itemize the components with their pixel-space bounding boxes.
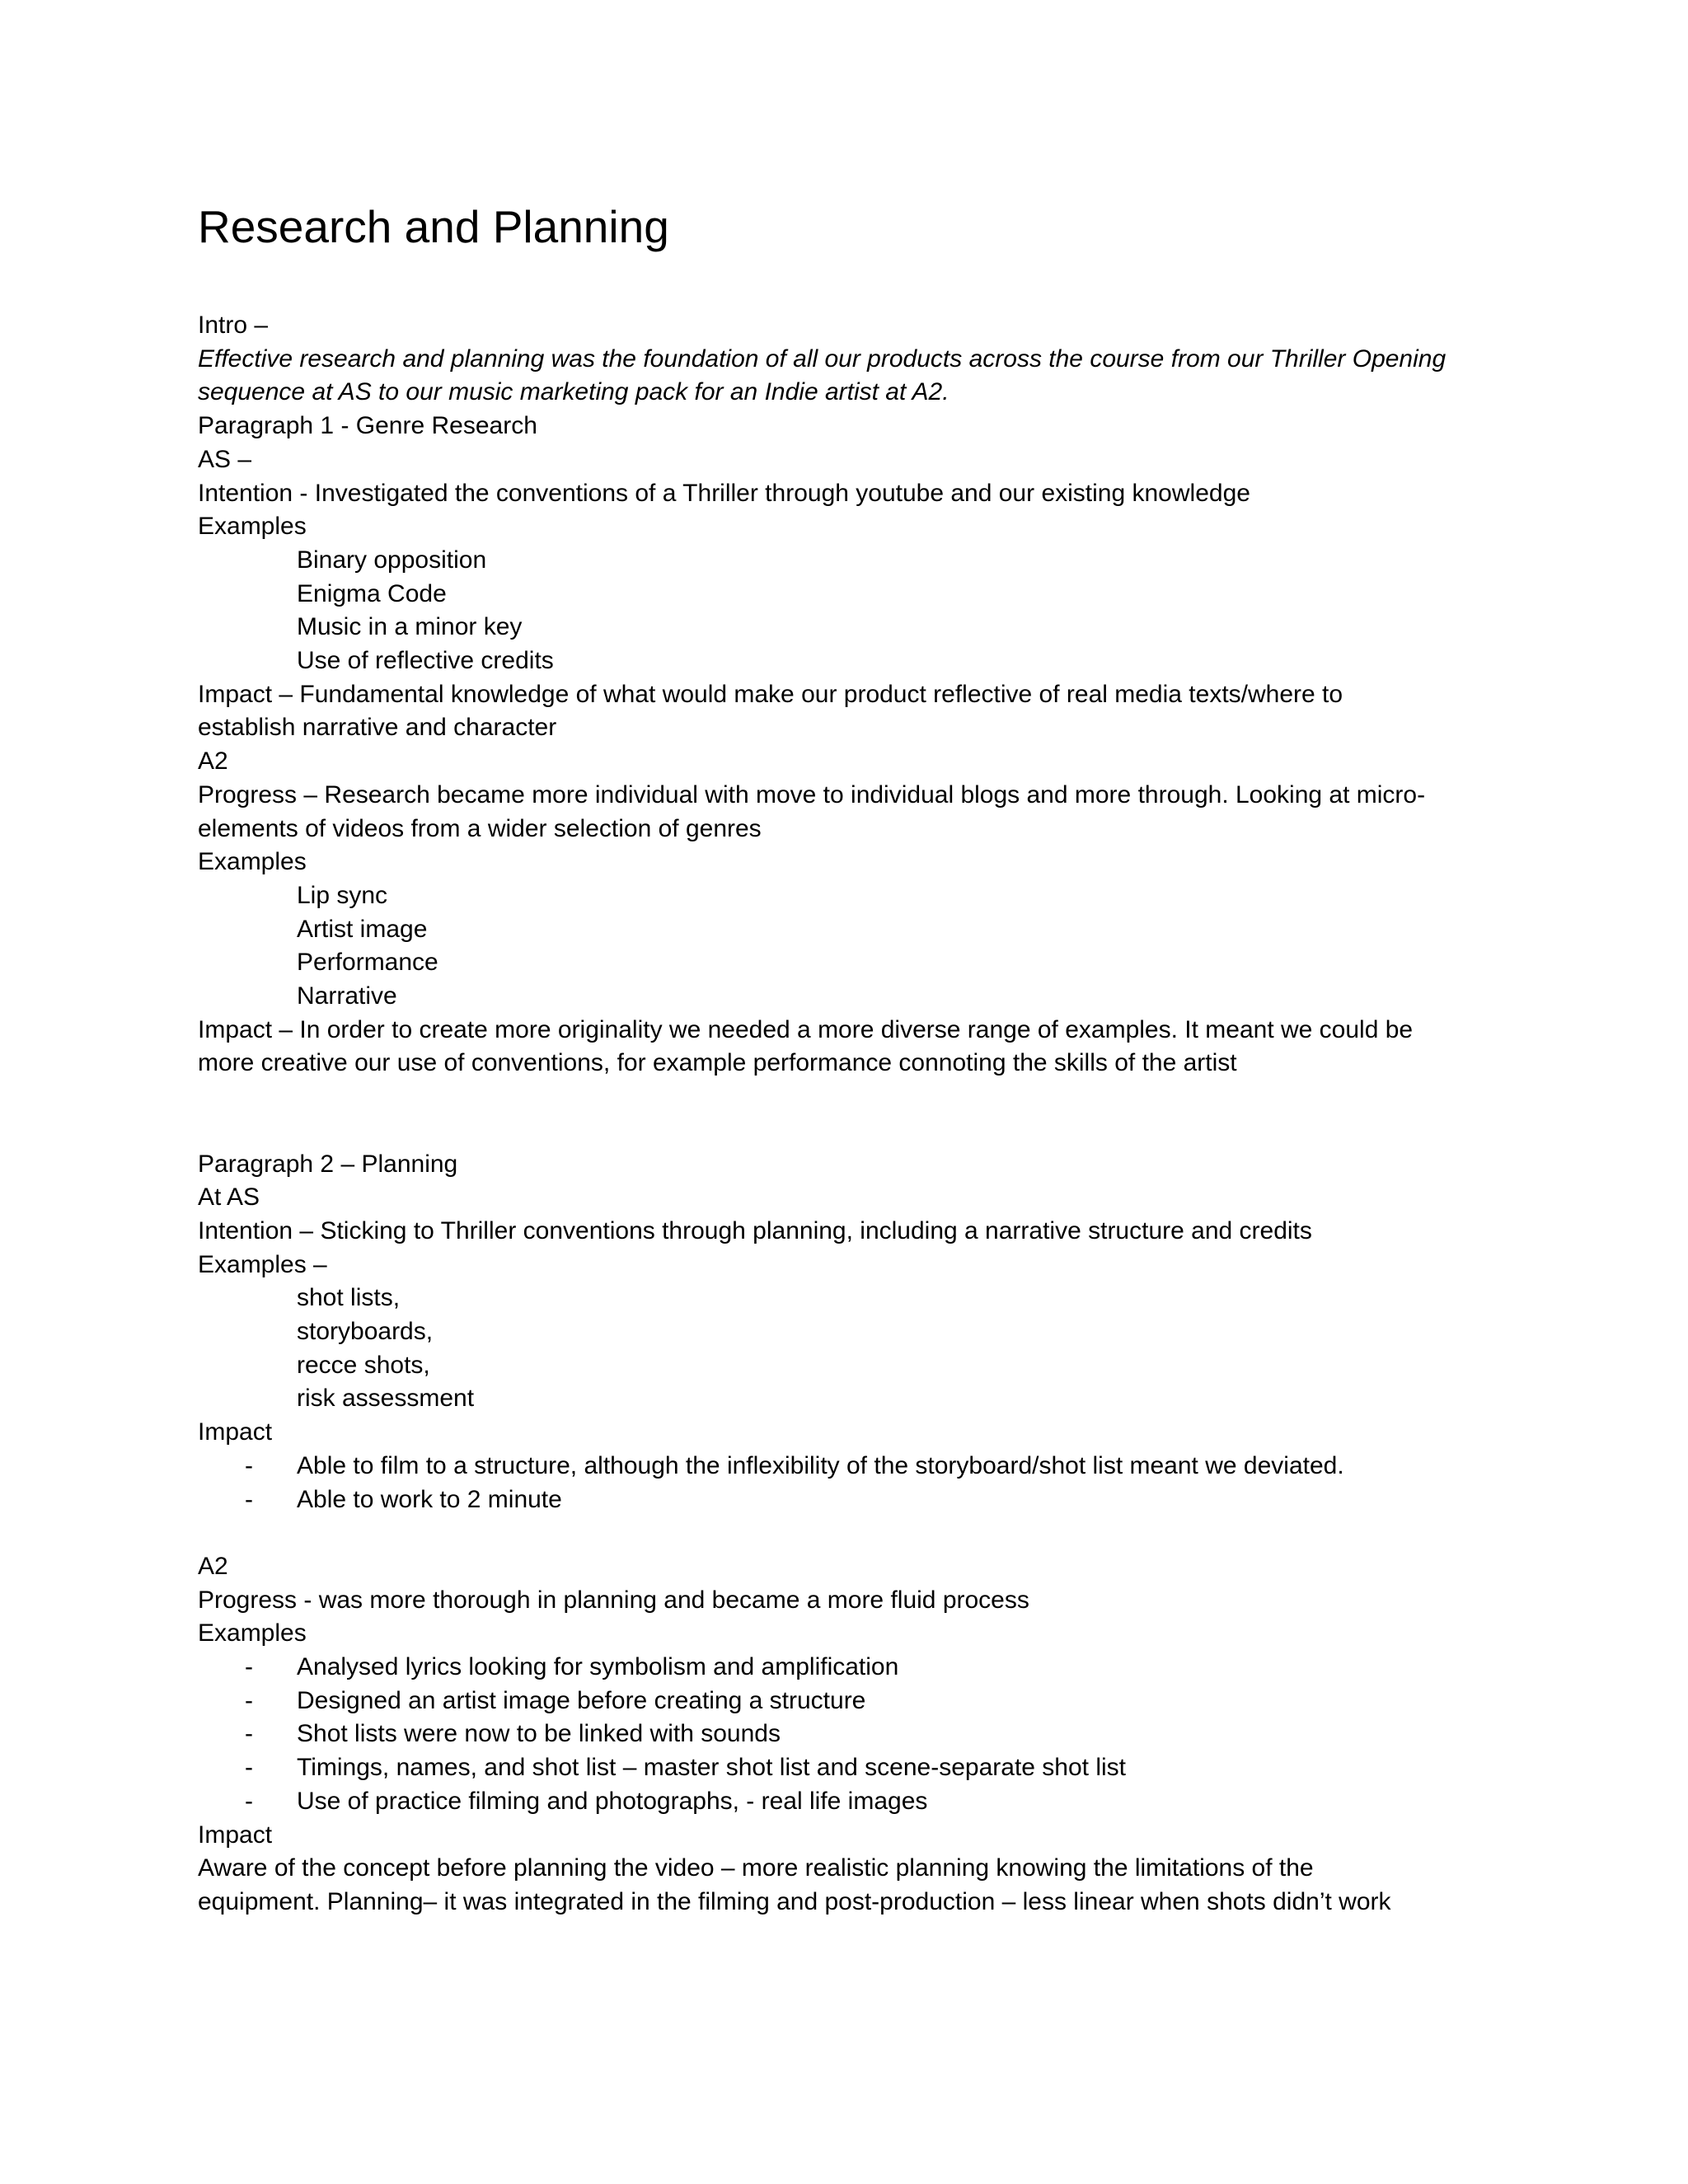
bullet-text: Analysed lyrics looking for symbolism and amplification (297, 1653, 899, 1681)
p2-a2-progress: Progress - was more thorough in planning and became a more fluid process (198, 1586, 1029, 1614)
bullet-text: Timings, names, and shot list – master shot list and scene-separate shot list (297, 1754, 1127, 1782)
p1-as-impact-line: establish narrative and character (198, 714, 557, 742)
p2-a2-impact-line: equipment. Planning– it was integrated in the filming and post-production – less linear when shots didn’t work (198, 1888, 1391, 1915)
bullet-text: Able to film to a structure, although the inflexibility of the storyboard/shot list meant we deviated. (297, 1451, 1344, 1479)
p1-a2-progress-line: Progress – Research became more individual with move to individual blogs and more through. Looking at micro- (198, 780, 1426, 808)
bullet-dash: - (245, 1787, 253, 1815)
p1-a2-examples-label: Examples (198, 848, 307, 876)
p2-a2-example-bullet (198, 1751, 1517, 1785)
p1-as-impact-line: Impact – Fundamental knowledge of what would make our product reflective of real media texts/where to (198, 680, 1343, 708)
p2-as-example-item: risk assessment (297, 1385, 475, 1413)
intro-text-line: sequence at AS to our music marketing pack for an Indie artist at A2. (198, 378, 950, 406)
p1-a2-example-item: Performance (297, 949, 438, 977)
p2-a2-example-bullet (198, 1685, 1517, 1718)
p1-as-example-item: Use of reflective credits (297, 647, 554, 675)
p2-a2-example-bullet (198, 1651, 1517, 1685)
p1-a2-example-item: Lip sync (297, 881, 388, 909)
bullet-dash: - (245, 1653, 253, 1681)
p1-as-examples-label: Examples (198, 513, 307, 541)
bullet-text: Designed an artist image before creating a structure (297, 1686, 866, 1714)
bullet-text: Use of practice filming and photographs, - real life images (297, 1787, 928, 1815)
p2-a2-example-bullet (198, 1785, 1517, 1819)
page-title: Research and Planning (198, 201, 669, 252)
bullet-dash: - (245, 1485, 253, 1513)
bullet-dash: - (245, 1686, 253, 1714)
p2-as-example-item: storyboards, (297, 1318, 434, 1346)
p1-as-example-item: Binary opposition (297, 546, 487, 574)
bullet-dash: - (245, 1720, 253, 1748)
bullet-dash: - (245, 1754, 253, 1782)
p2-as-example-item: shot lists, (297, 1284, 401, 1312)
p2-as-intention: Intention – Sticking to Thriller conventions through planning, including a narrative structure and credits (198, 1216, 1312, 1244)
p1-a2-example-item: Narrative (297, 982, 397, 1010)
bullet-dash: - (245, 1451, 253, 1479)
p1-a2-impact-line: more creative our use of conventions, for example performance connoting the skills of the artist (198, 1049, 1237, 1077)
p2-as-examples-label: Examples – (198, 1250, 327, 1278)
p1-a2-label: A2 (198, 748, 228, 776)
p2-as-impact-bullet (198, 1450, 1517, 1483)
p2-as-label: At AS (198, 1183, 260, 1212)
p2-a2-example-bullet (198, 1718, 1517, 1751)
p1-a2-progress-line: elements of videos from a wider selection of genres (198, 814, 762, 842)
p2-a2-impact-line: Aware of the concept before planning the video – more realistic planning knowing the limitations of the (198, 1854, 1314, 1882)
bullet-text: Able to work to 2 minute (297, 1485, 562, 1513)
p1-as-intention: Intention - Investigated the conventions of a Thriller through youtube and our existing knowledge (198, 479, 1250, 507)
document-page (198, 194, 1517, 1919)
p2-a2-examples-label: Examples (198, 1619, 307, 1647)
p1-as-example-item: Enigma Code (297, 579, 447, 607)
p2-a2-impact-label: Impact (198, 1821, 273, 1849)
intro-text-line: Effective research and planning was the foundation of all our products across the course from our Thriller Opening (198, 344, 1447, 373)
bullet-text: Shot lists were now to be linked with sounds (297, 1720, 781, 1748)
p1-as-example-item: Music in a minor key (297, 613, 523, 641)
p1-a2-example-item: Artist image (297, 915, 428, 943)
p1-a2-impact-line: Impact – In order to create more originality we needed a more diverse range of examples. It meant we could be (198, 1015, 1414, 1043)
p2-as-example-item: recce shots, (297, 1351, 430, 1379)
p1-as-label: AS – (198, 445, 252, 473)
p2-as-impact-bullet (198, 1483, 1517, 1517)
paragraph1-heading: Paragraph 1 - Genre Research (198, 412, 537, 440)
p2-a2-label: A2 (198, 1552, 228, 1580)
intro-label: Intro – (198, 312, 269, 339)
p2-as-impact-label: Impact (198, 1418, 273, 1446)
paragraph2-heading: Paragraph 2 – Planning (198, 1150, 458, 1178)
